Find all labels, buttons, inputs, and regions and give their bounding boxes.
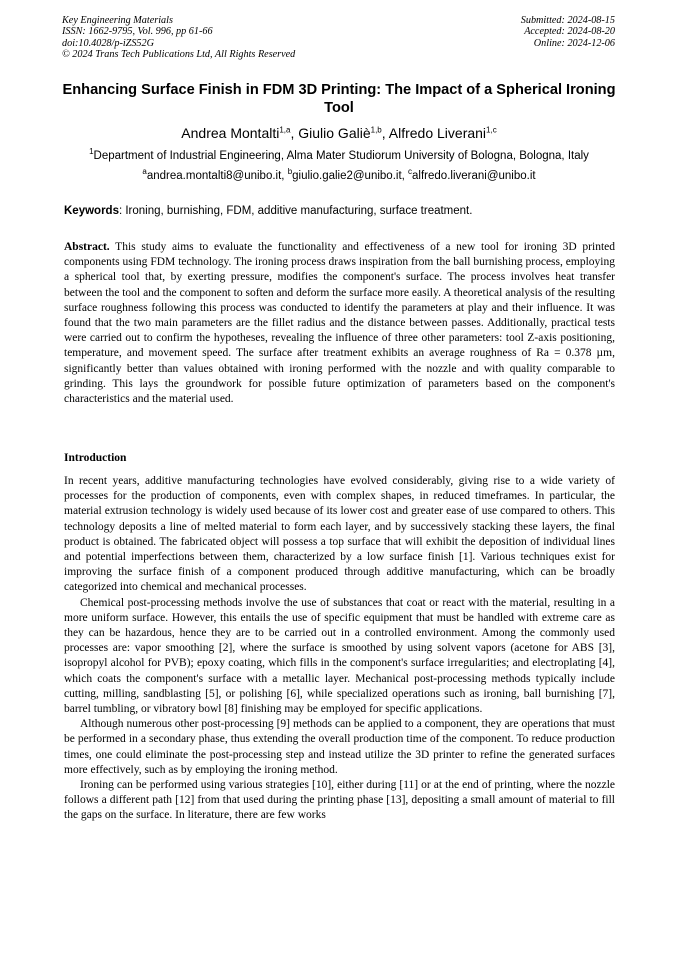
introduction-body <box>64 474 615 824</box>
journal-issn: ISSN: 1662-9795, Vol. 996, pp 61-66 <box>62 26 213 38</box>
paragraph: In recent years, additive manufacturing technologies have evolved considerably, giving rise to a wide variety of processes for the production of components, even with complex shapes, in reduced timeframes. In particular, the material extrusion technology is widely used because of its lower cost and greater ease of use compared to others. This technology deposits a line of melted material to form each layer, and by successively stacking these layers, the final product is obtained. The fabricated object will possess a top surface that will exhibit the deposition of individual lines and potential imperfections between them, characterized by a low surface finish [1]. Various techniques exist for improving the surface finish of a component produced through additive manufacturing, which can be broadly categorized into chemical and mechanical processes. <box>64 475 615 594</box>
section-heading-introduction: Introduction <box>64 452 127 464</box>
paragraph: Ironing can be performed using various strategies [10], either during [11] or at the end of printing, where the nozzle follows a different path [12] from that used during the printing phase [13], depositing a small amount of material to fill the gaps on the surface. In literature, there are few works <box>64 779 615 822</box>
paragraph: Chemical post-processing methods involve the use of substances that coat or react with the material, resulting in a more uniform surface. However, this entails the use of specific equipment that must be handled with extreme care as they can be hazardous, hence they are to be carried out in a controlled environment. Among the commonly used processes are: vapor smoothing [2], where the surface is smoothed by using solvent vapors (acetone for ABS [3], isopropyl alcohol for PVB); epoxy coating, which fills in the component's surface irregularities; and electroplating [4], which coats the component's surface with a metallic layer. Mechanical post-processing methods typically include cutting, milling, sandblasting [5], or polishing [6], while specialized operations such as ironing, ball burnishing [7], barrel tumbling, or vibratory bowl [8] finishing may be employed for specific applications. <box>64 596 615 716</box>
author-name: Andrea Montalti <box>181 125 280 141</box>
author-affiliation-mark: 1,c <box>486 125 497 135</box>
email-address: giulio.galie2@unibo.it <box>292 170 402 182</box>
email-mark: b <box>287 167 293 177</box>
dates-header <box>521 15 615 49</box>
affiliation-text: Department of Industrial Engineering, Alma Mater Studiorum University of Bologna, Bologna, Italy <box>93 150 589 162</box>
submitted-date: Submitted: 2024-08-15 <box>520 15 615 26</box>
affiliation <box>62 149 616 164</box>
email-list: $^a$andrea.montalti8@unibo.it, $^b$giulio.galie2@unibo.it, $^c$alfredo.liverani@unibo.it <box>142 167 536 182</box>
email-address: alfredo.liverani@unibo.it <box>412 170 536 182</box>
copyright-notice: © 2024 Trans Tech Publications Ltd, All Rights Reserved <box>62 49 296 61</box>
author-name: Alfredo Liverani <box>388 125 487 141</box>
affiliation-mark: 1 <box>89 147 94 157</box>
keywords <box>64 204 616 219</box>
journal-doi: doi:10.4028/p-iZS52G <box>62 37 154 49</box>
author-list: Andrea Montalti$^{1,a}$, Giulio Galiè$^{1,b}$, Alfredo Liverani$^{1,c}$ <box>181 125 497 141</box>
abstract-label: Abstract. <box>64 241 110 253</box>
accepted-date: Accepted: 2024-08-20 <box>524 26 615 38</box>
author-affiliation-mark: 1,b <box>370 125 382 135</box>
email-mark: c <box>408 167 413 177</box>
paper-title: Enhancing Surface Finish in FDM 3D Printing: The Impact of a Spherical Ironing Tool <box>62 82 616 116</box>
keywords-text: : Ironing, burnishing, FDM, additive manufacturing, surface treatment. <box>118 205 473 217</box>
email-address: andrea.montalti8@unibo.it <box>146 170 282 182</box>
author-affiliation-mark: 1,a <box>279 125 291 135</box>
keywords-label: Keywords <box>64 205 119 217</box>
author-name: Giulio Galiè <box>298 125 371 141</box>
abstract <box>64 240 615 407</box>
paragraph: Although numerous other post-processing [9] methods can be applied to a component, they are operations that must be performed in a secondary phase, thus extending the overall production time of the component. To reduce production times, one could eliminate the post-processing step and instead utilize the 3D printer to refine the generated surfaces more effectively, such as by employing the ironing method. <box>64 718 615 776</box>
journal-header <box>62 15 295 61</box>
abstract-text: This study aims to evaluate the functionality and effectiveness of a new tool for ironing 3D printed components using FDM technology. The ironing process draws inspiration from the ball burnishing process, employing a spherical tool that, by exerting pressure, modifies the component's surface. The process involves heat transfer between the tool and the component to soften and deform the surface more easily. A theoretical analysis of the resulting surface roughness following this process was conducted to identify the parameters at play and their influence. It was found that the two main parameters are the fillet radius and the distance between passes. Additionally, practical tests were carried out to confirm the hypotheses, revealing the influence of three other parameters: tool Z-axis positioning, temperature, and movement speed. The surface after treatment exhibits an average roughness of Ra = 0.378 µm, significantly better than values obtained with ironing performed with the nozzle and with quality comparable to grinding. This lays the groundwork for possible future optimization of parameters based on the component's characteristics and the material used. <box>64 241 615 406</box>
email-mark: a <box>142 167 147 177</box>
online-date: Online: 2024-12-06 <box>533 37 615 49</box>
journal-name: Key Engineering Materials <box>62 15 173 26</box>
